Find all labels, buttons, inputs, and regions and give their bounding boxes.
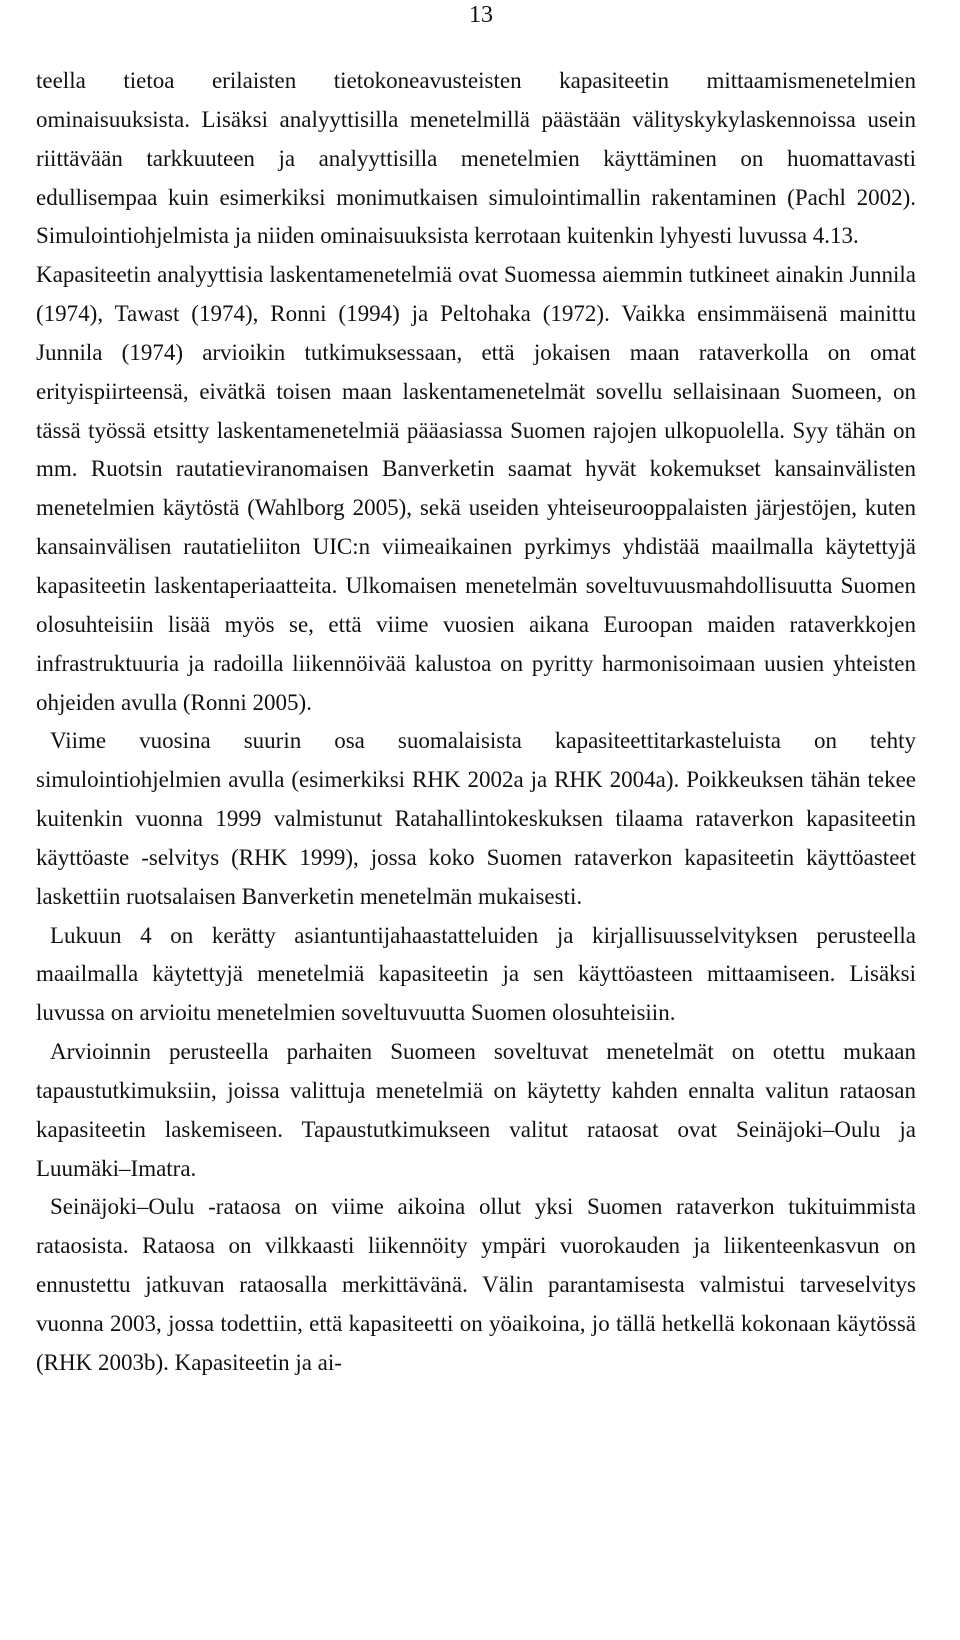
page-number: 13 [469, 2, 493, 28]
paragraph-analytic-methods: Kapasiteetin analyyttisia laskentamenetelmiä ovat Suomessa aiemmin tutkineet ainakin Junnila (1974), Tawast (1974), Ronni (1994) ja Peltohaka (1972). Vaikka ensimmäisenä mainittu Junnila (1974) arvioikin tutkimuksessaan, että jokaisen maan rataverkolla on omat erityispiirteensä, eivätkä toisen maan laskentamenetelmät sovellu sellaisinaan Suomeen, on tässä työssä etsitty laskentamenetelmiä pääasiassa Suomen rajojen ulkopuolella. Syy tähän on mm. Ruotsin rautatieviranomaisen Banverketin saamat hyvät kokemukset kansainvälisten menetelmien käytöstä (Wahlborg 2005), sekä useiden yhteiseurooppalaisten järjestöjen, kuten kansainvälisen rautatieliiton UIC:n viimeaikainen pyrkimys yhdistää maailmalla käytettyjä kapasiteetin laskentaperiaatteita. Ulkomaisen menetelmän soveltuvuusmahdollisuutta Suomen olosuhteisiin lisää myös se, että viime vuosien aikana Euroopan maiden rataverkkojen infrastruktuuria ja radoilla liikennöivää kalustoa on pyritty harmonisoimaan uusien yhteisten ohjeiden avulla (Ronni 2005). [36, 262, 916, 715]
paragraph-case-studies: Arvioinnin perusteella parhaiten Suomeen soveltuvat menetelmät on otettu mukaan tapaustutkimuksiin, joissa valittuja menetelmiä on käytetty kahden ennalta valitun rataosan kapasiteetin laskemiseen. Tapaustutkimukseen valitut rataosat ovat Seinäjoki–Oulu ja Luumäki–Imatra. [36, 1039, 916, 1181]
paragraph-simulation-studies: Viime vuosina suurin osa suomalaisista kapasiteettitarkasteluista on tehty simulointiohjelmien avulla (esimerkiksi RHK 2002a ja RHK 2004a). Poikkeuksen tähän tekee kuitenkin vuonna 1999 valmistunut Ratahallintokeskuksen tilaama rataverkon kapasiteetin käyttöaste -selvitys (RHK 1999), jossa koko Suomen rataverkon kapasiteetin käyttöasteet laskettiin ruotsalaisen Banverketin menetelmän mukaisesti. [36, 728, 916, 909]
paragraph-chapter-4: Lukuun 4 on kerätty asiantuntijahaastatteluiden ja kirjallisuusselvityksen perusteella maailmalla käytettyjä menetelmiä kapasiteetin ja sen käyttöasteen mittaamiseen. Lisäksi luvussa on arvioitu menetelmien soveltuvuutta Suomen olosuhteisiin. [36, 922, 916, 1026]
paragraph-intro: teella tietoa erilaisten tietokoneavusteisten kapasiteetin mittaamismenetelmien ominaisuuksista. Lisäksi analyyttisilla menetelmillä päästään välityskykylaskennoissa usein riittävään tarkkuuteen ja analyyttisilla menetelmien käyttäminen on huomattavasti edullisempaa kuin esimerkiksi monimutkaisen simulointimallin rakentaminen (Pachl 2002). Simulointiohjelmista ja niiden ominaisuuksista kerrotaan kuitenkin lyhyesti luvussa 4.13. [36, 68, 916, 249]
paragraph-seinajoki-oulu: Seinäjoki–Oulu -rataosa on viime aikoina ollut yksi Suomen rataverkon tukituimmista rataosista. Rataosa on vilkkaasti liikennöity ympäri vuorokauden ja liikenteenkasvun on ennustettu jatkuvan rataosalla merkittävänä. Välin parantamisesta valmistui tarveselvitys vuonna 2003, jossa todettiin, että kapasiteetti on yöaikoina, jo tällä hetkellä kokonaan käytössä (RHK 2003b). Kapasiteetin ja ai- [36, 1194, 916, 1375]
body-text [36, 62, 916, 1383]
